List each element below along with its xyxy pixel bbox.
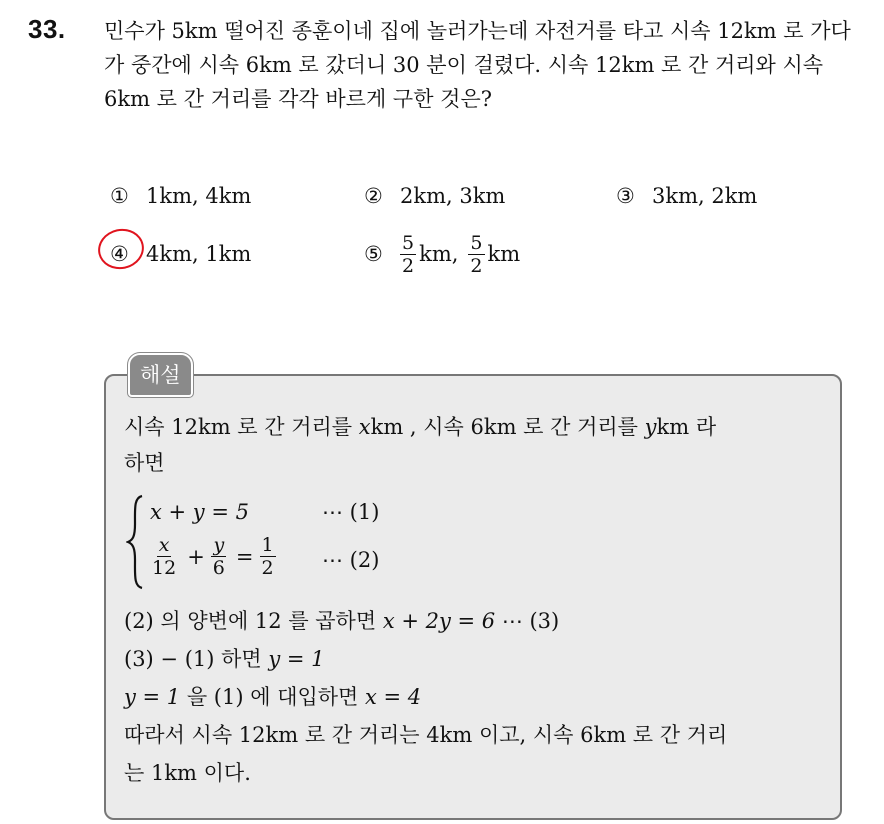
choice-number: ① — [110, 184, 129, 208]
fraction: $\frac{5}{2}$ — [470, 231, 483, 277]
solution-line-4: (3) − (1) 하면 y = 1 — [124, 647, 325, 671]
choice-text: 2km, 3km — [400, 184, 506, 208]
equation-1-tag: ⋯ (1) — [322, 500, 380, 524]
question-number: 33. — [28, 14, 66, 44]
choice-2[interactable] — [364, 182, 505, 210]
choice-text: 1km, 4km — [146, 184, 252, 208]
left-brace-icon — [126, 494, 146, 590]
unit-text: km, — [419, 242, 459, 266]
solution-line-6: 따라서 시속 12km 로 간 거리는 4km 이고, 시속 6km 로 간 거리 — [124, 723, 728, 747]
choice-text: 4km, 1km — [146, 242, 252, 266]
question-text: 민수가 5km 떨어진 종훈이네 집에 놀러가는데 자전거를 타고 시속 12km 로 가다가 중간에 시속 6km 로 갔더니 30 분이 걸렸다. 시속 12km 로 간 거리와 시속 6km 로 간 거리를 각각 바르게 구한 것은? — [104, 19, 851, 111]
unit-text: km — [487, 242, 521, 266]
solution-line-1: 시속 12km 로 간 거리를 xkm , 시속 6km 로 간 거리를 ykm 라 — [124, 415, 717, 439]
equation-1: x + y = 5 — [150, 500, 249, 524]
solution-line-3: (2) 의 양변에 12 를 곱하면 x + 2y = 6 ⋯ (3) — [124, 609, 560, 633]
solution-line-7: 는 1km 이다. — [124, 761, 251, 785]
fraction: $\frac{5}{2}$ — [402, 231, 415, 277]
solution-label: 해설 — [128, 353, 193, 397]
choice-number: ② — [364, 184, 383, 208]
solution-line-5: y = 1 을 (1) 에 대입하면 x = 4 — [124, 685, 422, 709]
equation-2-tag: ⋯ (2) — [322, 548, 380, 572]
choice-number: ⑤ — [364, 242, 383, 266]
choice-3[interactable] — [616, 182, 757, 210]
choice-1[interactable] — [110, 182, 251, 210]
solution-line-2: 하면 — [124, 451, 165, 475]
choice-number: ④ — [110, 242, 129, 266]
choice-number: ③ — [616, 184, 635, 208]
choice-5[interactable] — [364, 226, 520, 282]
choice-text: 3km, 2km — [652, 184, 758, 208]
equation-2: $\frac{x}{12}$ + $\frac{y}{6}$ = $\frac{1}{2}$ — [152, 534, 274, 579]
